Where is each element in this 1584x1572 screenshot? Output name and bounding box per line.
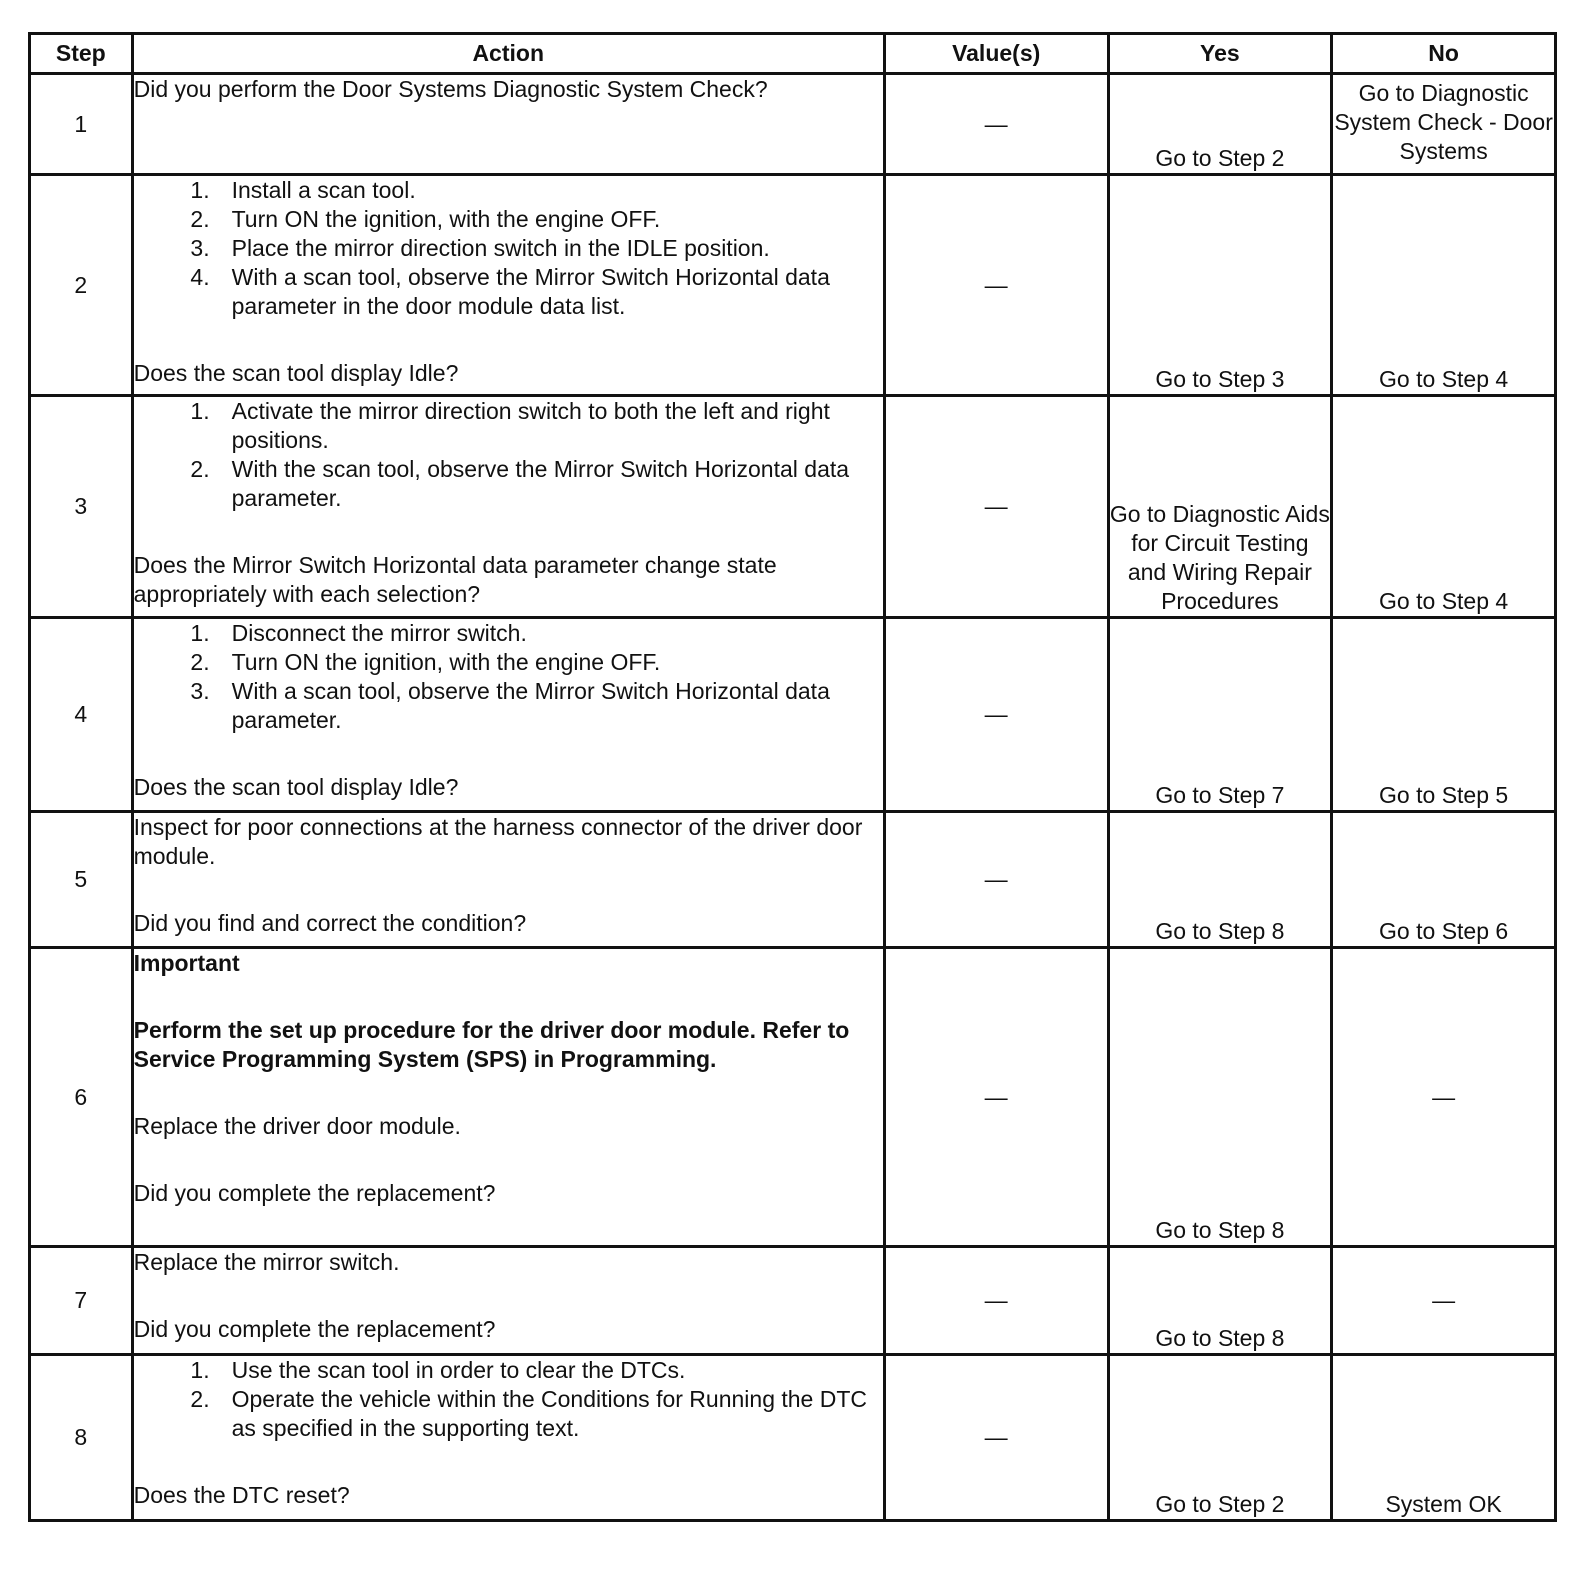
yes-cell: Go to Step 8 xyxy=(1108,1247,1332,1355)
step-number: 3 xyxy=(30,396,133,618)
header-values: Value(s) xyxy=(884,34,1108,74)
action-cell xyxy=(132,1247,884,1355)
table-row xyxy=(30,1247,1556,1355)
action-list-item: 1. Activate the mirror direction switch to both the left and right positions. xyxy=(190,398,830,453)
action-list xyxy=(134,397,883,513)
header-yes: Yes xyxy=(1108,34,1332,74)
yes-cell: Go to Step 2 xyxy=(1108,1355,1332,1521)
action-question: Does the scan tool display Idle? xyxy=(133,360,459,386)
header-no: No xyxy=(1332,34,1556,74)
action-question: Did you complete the replacement? xyxy=(133,1180,496,1206)
action-cell xyxy=(132,396,884,618)
yes-cell: Go to Step 8 xyxy=(1108,812,1332,948)
no-cell: Go to Step 6 xyxy=(1332,812,1556,948)
action-list-item: 1. Install a scan tool. xyxy=(190,177,416,203)
table-row xyxy=(30,1355,1556,1521)
header-step: Step xyxy=(30,34,133,74)
value-cell: — xyxy=(884,74,1108,175)
no-cell: System OK xyxy=(1332,1355,1556,1521)
table-row xyxy=(30,74,1556,175)
action-instruction: Inspect for poor connections at the harness connector of the driver door module. xyxy=(133,814,863,869)
action-question: Did you complete the replacement? xyxy=(133,1316,496,1342)
no-cell: Go to Diagnostic System Check - Door Systems xyxy=(1332,74,1556,175)
action-question: Does the Mirror Switch Horizontal data parameter change state appropriately with each selection? xyxy=(133,552,777,607)
header-action: Action xyxy=(132,34,884,74)
action-list-item: 1. Disconnect the mirror switch. xyxy=(190,620,527,646)
table-row xyxy=(30,396,1556,618)
step-number: 6 xyxy=(30,948,133,1247)
value-cell: — xyxy=(884,618,1108,812)
action-instruction: Replace the driver door module. xyxy=(133,1113,461,1139)
no-cell: — xyxy=(1332,948,1556,1247)
yes-cell: Go to Diagnostic Aids for Circuit Testing and Wiring Repair Procedures xyxy=(1108,396,1332,618)
yes-cell: Go to Step 3 xyxy=(1108,175,1332,396)
action-list-item: 3. With a scan tool, observe the Mirror Switch Horizontal data parameter. xyxy=(190,678,830,733)
step-number: 8 xyxy=(30,1355,133,1521)
action-list xyxy=(134,619,883,735)
table-row xyxy=(30,175,1556,396)
value-cell: — xyxy=(884,175,1108,396)
action-list-item: 1. Use the scan tool in order to clear the DTCs. xyxy=(190,1357,686,1383)
value-cell: — xyxy=(884,1355,1108,1521)
table-row xyxy=(30,948,1556,1247)
diagnostic-table xyxy=(28,32,1557,1522)
yes-cell: Go to Step 8 xyxy=(1108,948,1332,1247)
value-cell: — xyxy=(884,396,1108,618)
action-list-item: 2. Turn ON the ignition, with the engine OFF. xyxy=(190,649,661,675)
action-cell xyxy=(132,812,884,948)
yes-cell: Go to Step 7 xyxy=(1108,618,1332,812)
action-list-item: 2. Turn ON the ignition, with the engine OFF. xyxy=(190,206,661,232)
step-number: 2 xyxy=(30,175,133,396)
important-label: Important xyxy=(133,950,240,976)
step-number: 1 xyxy=(30,74,133,175)
action-instruction: Replace the mirror switch. xyxy=(133,1249,400,1275)
no-cell: Go to Step 4 xyxy=(1332,396,1556,618)
yes-cell: Go to Step 2 xyxy=(1108,74,1332,175)
action-question: Does the DTC reset? xyxy=(133,1482,350,1508)
value-cell: — xyxy=(884,948,1108,1247)
action-list-item: 3. Place the mirror direction switch in the IDLE position. xyxy=(190,235,770,261)
action-list-item: 4. With a scan tool, observe the Mirror Switch Horizontal data parameter in the door module data list. xyxy=(190,264,830,319)
value-cell: — xyxy=(884,812,1108,948)
no-cell: — xyxy=(1332,1247,1556,1355)
action-cell xyxy=(132,618,884,812)
action-list xyxy=(134,176,883,321)
action-question: Does the scan tool display Idle? xyxy=(133,774,459,800)
action-cell xyxy=(132,175,884,396)
action-cell xyxy=(132,74,884,175)
step-number: 5 xyxy=(30,812,133,948)
action-question: Did you perform the Door Systems Diagnostic System Check? xyxy=(133,76,768,102)
step-number: 4 xyxy=(30,618,133,812)
action-list-item: 2. With the scan tool, observe the Mirror Switch Horizontal data parameter. xyxy=(190,456,850,511)
value-cell: — xyxy=(884,1247,1108,1355)
no-cell: Go to Step 5 xyxy=(1332,618,1556,812)
action-list-item: 2. Operate the vehicle within the Conditions for Running the DTC as specified in the supporting text. xyxy=(190,1386,868,1441)
step-number: 7 xyxy=(30,1247,133,1355)
action-cell xyxy=(132,1355,884,1521)
action-list xyxy=(134,1356,883,1443)
no-cell: Go to Step 4 xyxy=(1332,175,1556,396)
action-question: Did you find and correct the condition? xyxy=(133,910,527,936)
action-cell xyxy=(132,948,884,1247)
table-row xyxy=(30,618,1556,812)
header-row xyxy=(30,34,1556,74)
table-row xyxy=(30,812,1556,948)
important-text: Perform the set up procedure for the driver door module. Refer to Service Programming System (SPS) in Programming. xyxy=(133,1017,850,1072)
